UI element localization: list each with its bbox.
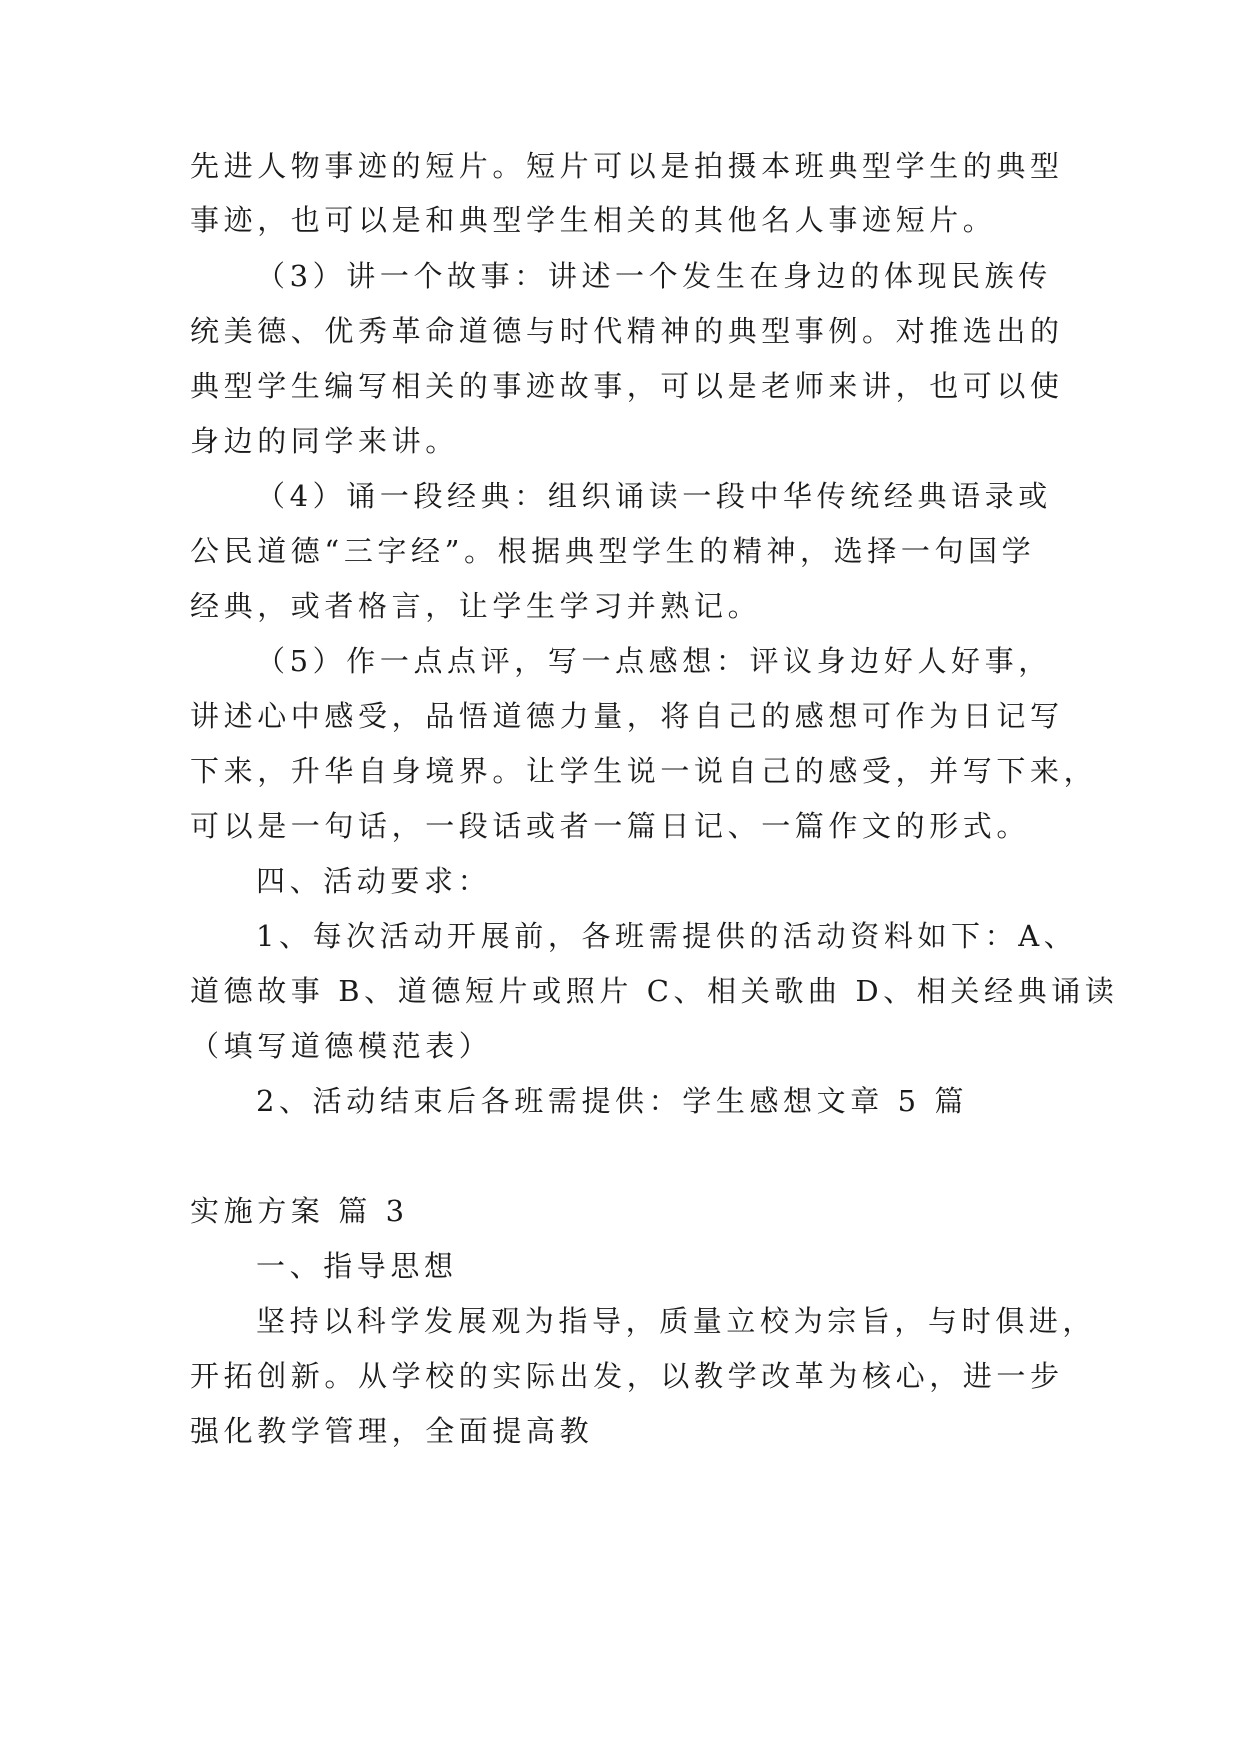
text-line: 统美德、优秀革命道德与时代精神的典型事例。对推选出的	[190, 314, 1064, 348]
text-line: 身边的同学来讲。	[190, 424, 459, 458]
text-line: 强化教学管理，全面提高教	[190, 1414, 594, 1448]
text-line: 下来，升华自身境界。让学生说一说自己的感受，并写下来，	[190, 754, 1098, 788]
paragraph-item-3: （3）讲一个故事：讲述一个发生在身边的体现民族传	[256, 259, 1052, 293]
text-line: 经典，或者格言，让学生学习并熟记。	[190, 589, 762, 623]
text-line: 先进人物事迹的短片。短片可以是拍摄本班典型学生的典型	[190, 149, 1064, 183]
text-line: （填写道德模范表）	[190, 1029, 493, 1063]
text-line: 讲述心中感受，品悟道德力量，将自己的感想可作为日记写	[190, 699, 1064, 733]
requirement-item-2: 2、活动结束后各班需提供：学生感想文章 5 篇	[256, 1084, 969, 1118]
paragraph-item-4: （4）诵一段经典：组织诵读一段中华传统经典语录或	[256, 479, 1052, 513]
text-line: 坚持以科学发展观为指导，质量立校为宗旨，与时俱进，	[256, 1304, 1097, 1338]
section-heading-requirements: 四、活动要求：	[256, 864, 492, 898]
requirement-item-1: 1、每次活动开展前，各班需提供的活动资料如下：A、	[256, 919, 1078, 953]
text-line: 事迹，也可以是和典型学生相关的其他名人事迹短片。	[190, 203, 997, 237]
text-line: 开拓创新。从学校的实际出发，以教学改革为核心，进一步	[190, 1359, 1064, 1393]
text-line: 可以是一句话，一段话或者一篇日记、一篇作文的形式。	[190, 809, 1031, 843]
text-line: 公民道德“三字经”。根据典型学生的精神，选择一句国学	[190, 534, 1036, 568]
section-title: 实施方案 篇 3	[190, 1194, 409, 1228]
section-heading-guiding-ideology: 一、指导思想	[256, 1249, 458, 1283]
text-line: 典型学生编写相关的事迹故事，可以是老师来讲，也可以使	[190, 369, 1064, 403]
text-line: 道德故事 B、道德短片或照片 C、相关歌曲 D、相关经典诵读	[190, 974, 1119, 1008]
paragraph-item-5: （5）作一点点评，写一点感想：评议身边好人好事，	[256, 644, 1052, 678]
